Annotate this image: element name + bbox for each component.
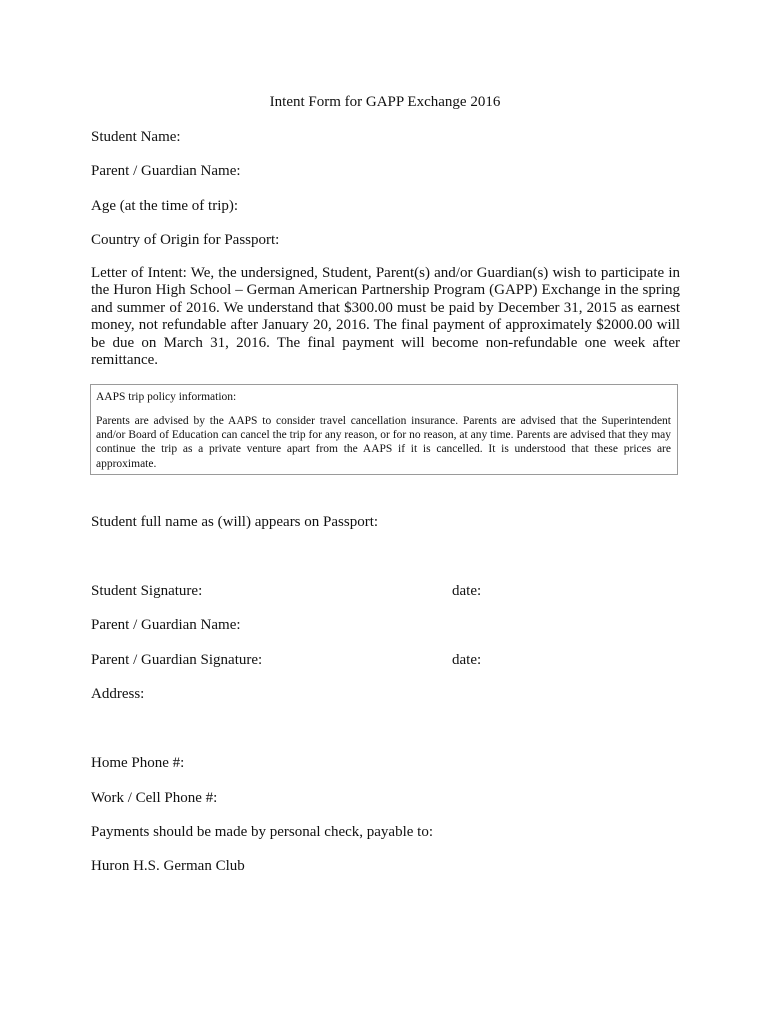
payee-name: Huron H.S. German Club xyxy=(91,858,245,874)
policy-body: Parents are advised by the AAPS to consider travel cancellation insurance. Parents are advised that the Superintendent and/or Board of Education can cancel the trip for any reason, or for no reason, at any time. Parents are advised that they may continue the trip as a private venture apart from the AAPS if it is cancelled. It is understood that these prices are approximate. xyxy=(96,415,671,470)
parent-guardian-name-label: Parent / Guardian Name: xyxy=(91,163,241,179)
letter-of-intent-paragraph: Letter of Intent: We, the undersigned, Student, Parent(s) and/or Guardian(s) wish to participate in the Huron High School – German American Partnership Program (GAPP) Exchange in the spring and summer of 2016. We understand that $300.00 must be paid by December 31, 2015 as earnest money, not refundable after January 20, 2016. The final payment of approximately $2000.00 will be due on March 31, 2016. The final payment will become non-refundable one week after remittance. xyxy=(91,265,680,369)
address-label: Address: xyxy=(91,686,145,702)
parent-date-label: date: xyxy=(452,652,482,668)
student-date-label: date: xyxy=(452,583,482,599)
payment-instruction: Payments should be made by personal check, payable to: xyxy=(91,824,433,840)
student-name-label: Student Name: xyxy=(91,129,181,145)
student-signature-label: Student Signature: xyxy=(91,583,203,599)
age-label: Age (at the time of trip): xyxy=(91,198,239,214)
parent-guardian-name-label-2: Parent / Guardian Name: xyxy=(91,617,241,633)
policy-info-box xyxy=(90,384,678,475)
country-of-origin-label: Country of Origin for Passport: xyxy=(91,232,280,248)
parent-guardian-signature-label: Parent / Guardian Signature: xyxy=(91,652,263,668)
passport-name-label: Student full name as (will) appears on Passport: xyxy=(91,514,379,530)
policy-title: AAPS trip policy information: xyxy=(96,391,237,403)
work-cell-phone-label: Work / Cell Phone #: xyxy=(91,790,218,806)
home-phone-label: Home Phone #: xyxy=(91,755,185,771)
form-title: Intent Form for GAPP Exchange 2016 xyxy=(269,94,501,110)
